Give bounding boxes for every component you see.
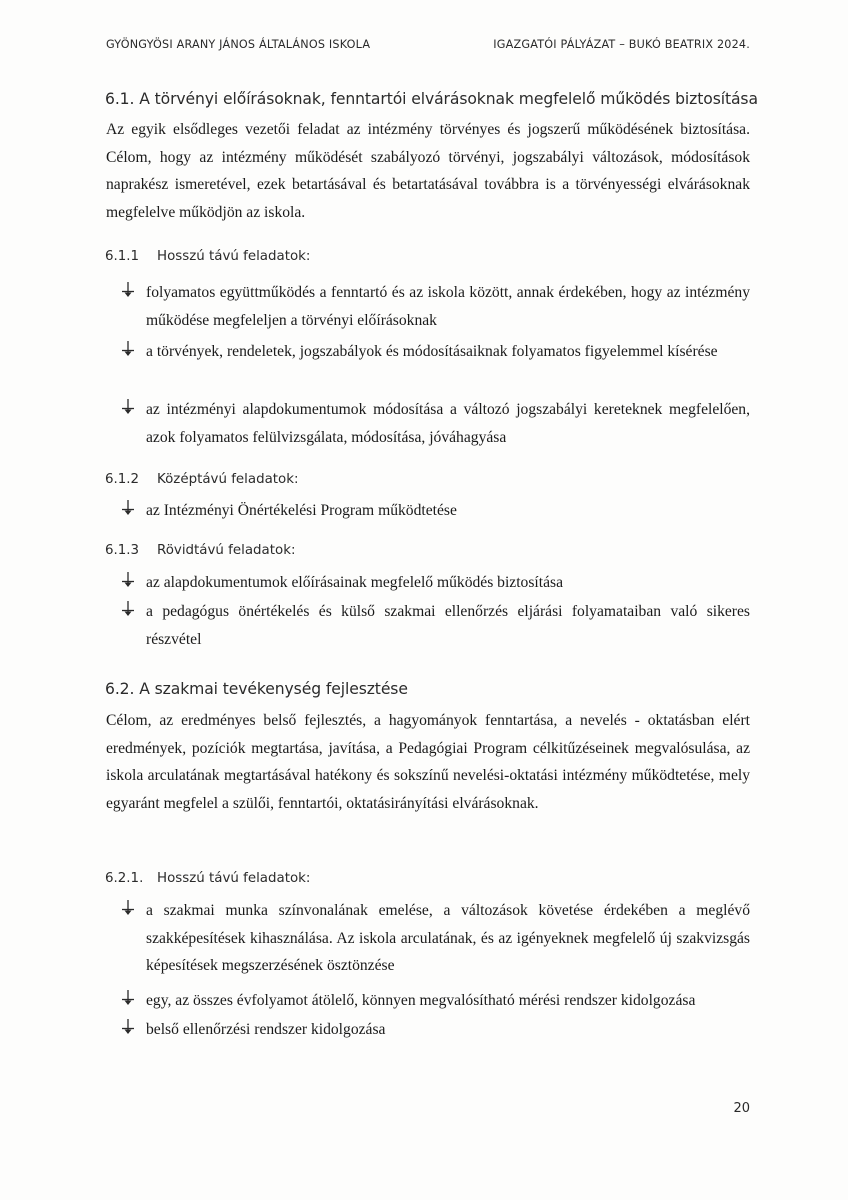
list-item bbox=[121, 569, 750, 597]
section-number: 6.2.1. bbox=[105, 871, 144, 886]
section-6-1-2-heading bbox=[105, 472, 299, 487]
section-6-2-1-heading bbox=[105, 871, 310, 886]
list-item bbox=[121, 338, 750, 366]
list-item-text: az Intézményi Önértékelési Program működtetése bbox=[146, 502, 457, 519]
section-6-1-heading: 6.1. A törvényi előírásoknak, fenntartói elvárásoknak megfelelő működés biztosítása bbox=[105, 90, 758, 108]
list-item bbox=[121, 279, 750, 334]
arrow-down-bullet-icon bbox=[121, 569, 137, 591]
page-number: 20 bbox=[733, 1101, 750, 1116]
section-title: Rövidtávú feladatok: bbox=[157, 543, 296, 558]
section-6-2-paragraph: Célom, az eredményes belső fejlesztés, a hagyományok fenntartása, a nevelés - oktatásban elért eredmények, pozíciók megtartása, javítása, a Pedagógiai Program célkitűzéseinek megvalósulása, az iskola arculatának megtartásával hatékony és sokszínű nevelési-oktatási intézmény működtetése, mely egyaránt megfelel a szülői, fenntartói, oktatásirányítási elvárásoknak. bbox=[106, 712, 750, 812]
section-6-1-1-heading bbox=[105, 249, 310, 264]
arrow-down-bullet-icon bbox=[121, 1016, 137, 1038]
list-item-text: folyamatos együttműködés a fenntartó és az iskola között, annak érdekében, hogy az intézmény működése megfeleljen a törvényi előírásoknak bbox=[146, 284, 750, 329]
arrow-down-bullet-icon bbox=[121, 497, 137, 519]
list-item bbox=[121, 396, 750, 451]
section-number: 6.1.2 bbox=[105, 472, 140, 487]
section-number: 6.1.3 bbox=[105, 543, 140, 558]
list-item-text: az alapdokumentumok előírásainak megfelelő működés biztosítása bbox=[146, 574, 564, 591]
list-item-text: a szakmai munka színvonalának emelése, a változások követése érdekében a meglévő szakképesítések kihasználása. Az iskola arculatának, és az igényeknek megfelelő új szakvizsgás képesítések megszerzésének ösztönzése bbox=[146, 902, 750, 975]
arrow-down-bullet-icon bbox=[121, 396, 137, 418]
list-item-text: a törvények, rendeletek, jogszabályok és módosításaiknak folyamatos figyelemmel kísérése bbox=[146, 343, 718, 360]
arrow-down-bullet-icon bbox=[121, 338, 137, 360]
section-title: Hosszú távú feladatok: bbox=[157, 871, 311, 886]
arrow-down-bullet-icon bbox=[121, 987, 137, 1009]
list-item bbox=[121, 987, 750, 1015]
arrow-down-bullet-icon bbox=[121, 279, 137, 301]
list-item bbox=[121, 497, 750, 525]
header-school-name: GYÖNGYÖSI ARANY JÁNOS ÁLTALÁNOS ISKOLA bbox=[106, 38, 371, 51]
section-6-1-paragraph: Az egyik elsődleges vezetői feladat az intézmény törvényes és jogszerű működésének biztosítása. Célom, hogy az intézmény működését szabályozó törvényi, jogszabályi változások, módosítások naprakész ismeretével, ezek betartásával és betartatásával továbbra is a törvényességi elvárásoknak megfelelve működjön az iskola. bbox=[106, 121, 750, 221]
section-title: Középtávú feladatok: bbox=[157, 472, 299, 487]
header-application-title: IGAZGATÓI PÁLYÁZAT – BUKÓ BEATRIX 2024. bbox=[493, 38, 750, 51]
arrow-down-bullet-icon bbox=[121, 897, 137, 919]
list-item bbox=[121, 897, 750, 980]
list-item-text: belső ellenőrzési rendszer kidolgozása bbox=[146, 1021, 386, 1038]
section-number: 6.1.1 bbox=[105, 249, 140, 264]
arrow-down-bullet-icon bbox=[121, 598, 137, 620]
section-6-1-3-heading bbox=[105, 543, 295, 558]
list-item bbox=[121, 598, 750, 653]
list-item bbox=[121, 1016, 750, 1044]
list-item-text: egy, az összes évfolyamot átölelő, könnyen megvalósítható mérési rendszer kidolgozása bbox=[146, 992, 696, 1009]
section-6-2-heading: 6.2. A szakmai tevékenység fejlesztése bbox=[105, 680, 408, 698]
section-title: Hosszú távú feladatok: bbox=[157, 249, 311, 264]
list-item-text: a pedagógus önértékelés és külső szakmai ellenőrzés eljárási folyamataiban való sikeres részvétel bbox=[146, 603, 750, 648]
list-item-text: az intézményi alapdokumentumok módosítása a változó jogszabályi kereteknek megfelelően, azok folyamatos felülvizsgálata, módosítása, jóváhagyása bbox=[146, 401, 750, 446]
